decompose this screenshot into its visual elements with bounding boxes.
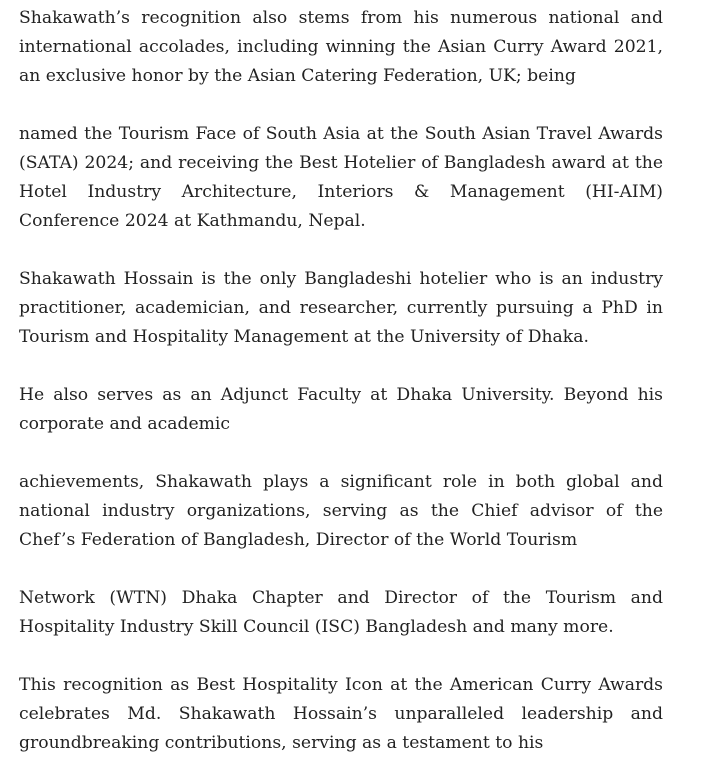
paragraph: Shakawath Hossain is the only Bangladeshi hotelier who is an industry practitioner, academician, and researcher, currently pursuing a PhD in Tourism and Hospitality Management at the University of Dhaka. (19, 269, 663, 347)
paragraph: achievements, Shakawath plays a significant role in both global and national industry organizations, serving as the Chief advisor of the Chef’s Federation of Bangladesh, Director of the World Tourism (19, 472, 663, 550)
paragraph: Network (WTN) Dhaka Chapter and Director of the Tourism and Hospitality Industry Skill Council (ISC) Bangladesh and many more. (19, 588, 663, 637)
article-body (19, 4, 663, 758)
paragraph: This recognition as Best Hospitality Icon at the American Curry Awards celebrates Md. Shakawath Hossain’s unparalleled leadership and groundbreaking contributions, serving as a testament to his (19, 675, 663, 753)
paragraph: He also serves as an Adjunct Faculty at Dhaka University. Beyond his corporate and academic (19, 385, 663, 434)
paragraph: Shakawath’s recognition also stems from his numerous national and international accolades, including winning the Asian Curry Award 2021, an exclusive honor by the Asian Catering Federation, UK; being (19, 8, 663, 86)
paragraph: named the Tourism Face of South Asia at the South Asian Travel Awards (SATA) 2024; and receiving the Best Hotelier of Bangladesh award at the Hotel Industry Architecture, Interiors & Management (HI-AIM) Conference 2024 at Kathmandu, Nepal. (19, 124, 663, 231)
